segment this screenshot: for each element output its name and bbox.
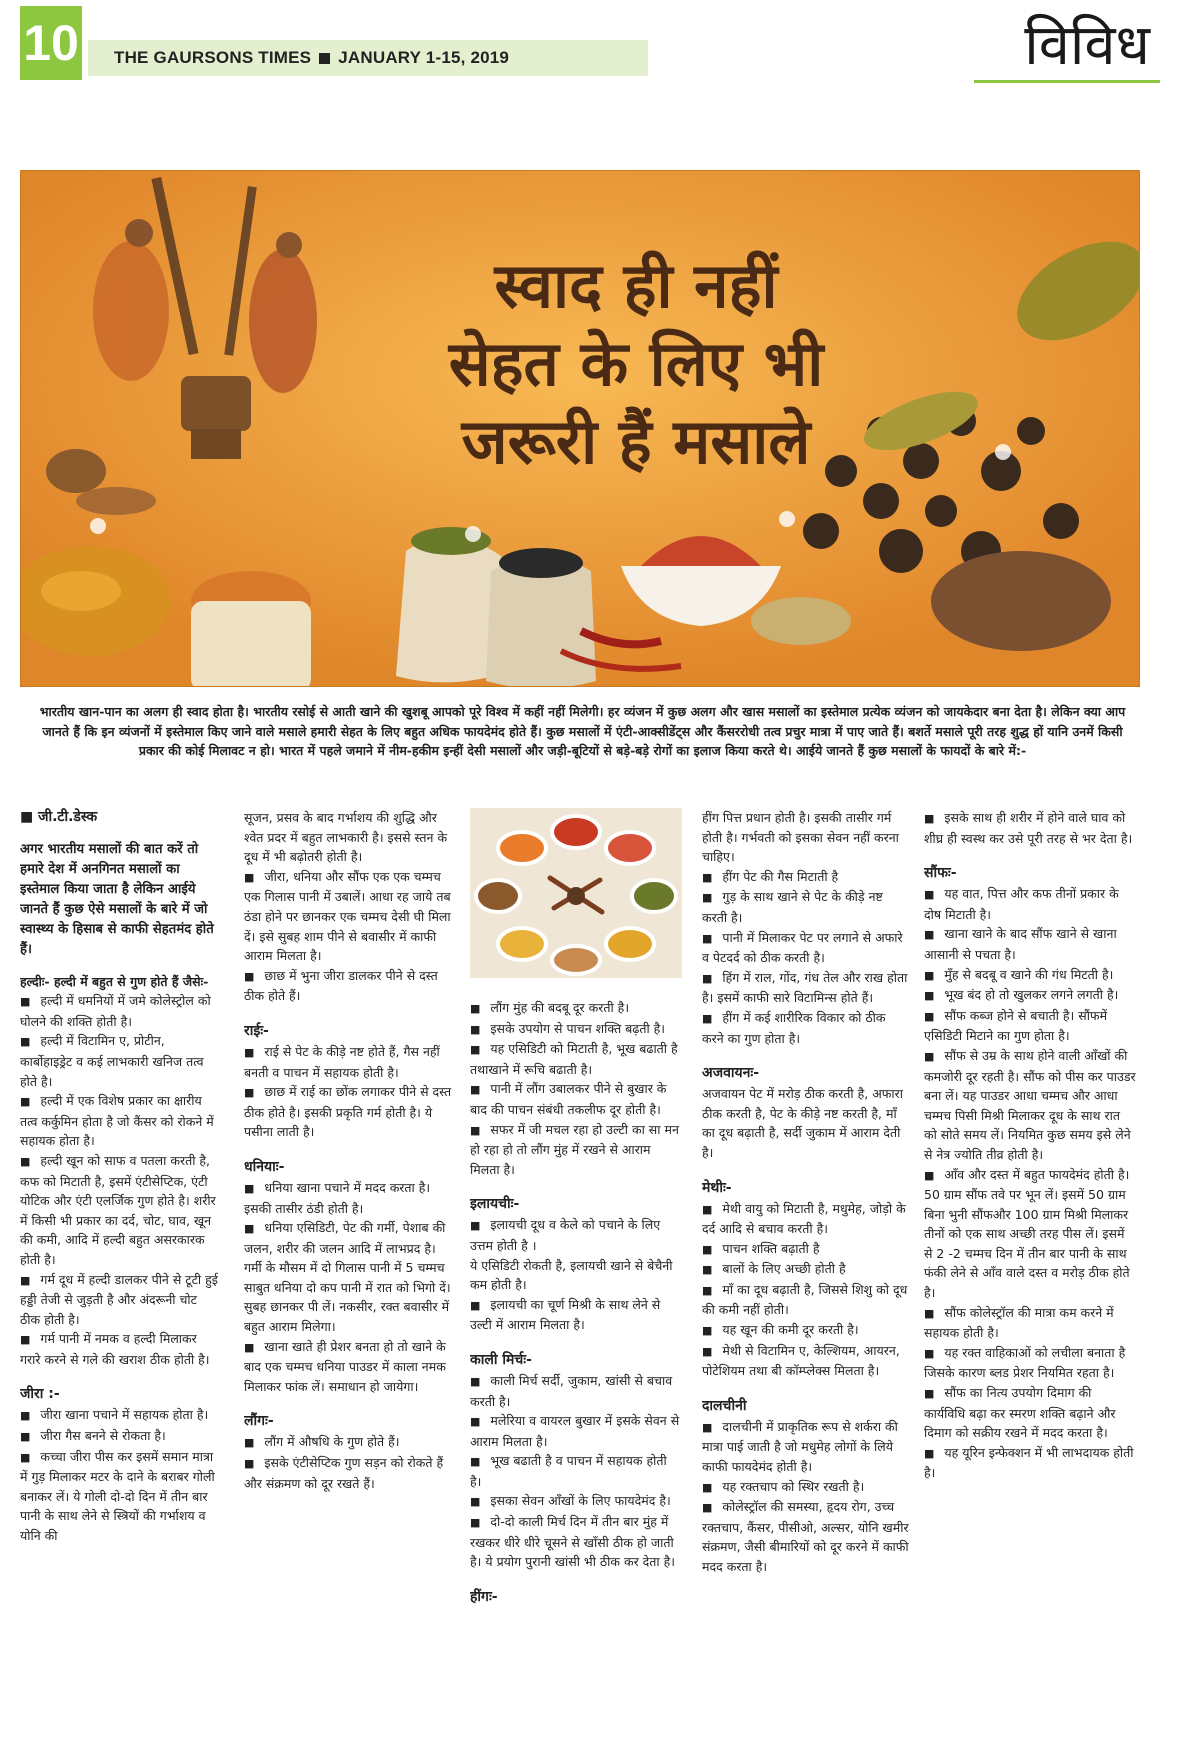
bullet-item: ■ इलायची का चूर्ण मिश्री के साथ लेने से उल्टी में आराम मिलता है।: [470, 1295, 682, 1335]
subheading: इलायचीः-: [470, 1196, 520, 1213]
paragraph: अजवायन पेट में मरोड़ ठीक करती है, अफारा ठीक करती है, पेट के कीड़े नष्ट करती है, माँ का दूध बढ़ाती है, सर्दी जुकाम में आराम देती है।: [702, 1086, 903, 1160]
page-header: [20, 0, 1150, 86]
spice-bowls-photo: [470, 808, 682, 978]
bullet-item: ■ गर्म पानी में नमक व हल्दी मिलाकर गरारे करने से गले की खराश ठीक होती है।: [20, 1329, 220, 1369]
bullet-item: ■ इसके एंटीसेप्टिक गुण सड़न को रोकते हैं और संक्रमण को दूर रखते हैं।: [244, 1453, 452, 1493]
intro-paragraph: भारतीय खान-पान का अलग ही स्वाद होता है। भारतीय रसोई से आती खाने की खुशबू आपको पूरे विश्व में कहीं नहीं मिलेगी। हर व्यंजन में कुछ अलग और खास मसालों का इस्तेमाल प्रत्येक व्यंजन को जायकेदार बना देता है। लेकिन क्या आप जानते हैं कि इन व्यंजनों में इस्तेमाल किए जाने वाले मसाले हमारी सेहत के लिए बहुत अधिक फायदेमंद होते हैं। कुछ मसालों में एंटी-आक्सीडेंट्स और कैंसररोधी तत्व प्रचुर मात्रा में पाए जाते हैं। बशर्ते मसाले पूरी तरह शुद्ध हों यानि उनमें किसी प्रकार की कोई मिलावट न हो। भारत में पहले जमाने में नीम-हकीम इन्हीं देसी मसालों और जड़ी-बूटियों से बड़े-बड़े रोगों का इलाज किया करते थे। आईये जानते हैं कुछ मसालों के फायदों के बारे में:-: [39, 704, 1126, 758]
article-column-3: [470, 998, 682, 1743]
bullet-item: ■ माँ का दूध बढ़ाती है, जिससे शिशु को दूध की कमी नहीं होती।: [702, 1280, 910, 1320]
bullet-item: ■ भूख बढाती है व पाचन में सहायक होती है।: [470, 1451, 682, 1491]
subheading: हींगः-: [470, 1588, 498, 1605]
bullet-item: ■ हिंग में राल, गोंद, गंध तेल और राख होता है। इसमें काफी सारे विटामिन्स होते हैं।: [702, 968, 910, 1008]
bullet-item: ■ जीरा, धनिया और सौंफ एक एक चम्मच एक गिलास पानी में उबालें। आधा रह जाये तब ठंडा होने पर छानकर एक चम्मच देसी घी मिला दें। इसे सुबह शाम पीने से बवासीर में काफी आराम मिलता है।: [244, 867, 452, 966]
bullet-item: ■ यह खून की कमी दूर करती है।: [702, 1320, 910, 1341]
bullet-item: ■ हल्दी में एक विशेष प्रकार का क्षारीय तत्व कर्कुमिन होता है जो कैंसर को रोकने में सहायक होता है।: [20, 1091, 220, 1151]
lead-paragraph: अगर भारतीय मसालों की बात करें तो हमारे देश में अनगिनत मसालों का इस्तेमाल किया जाता है लेकिन आईये जानते हैं कुछ ऐसे मसालों के बारे में जो स्वास्थ्य के हिसाब से काफी सेहतमंद होते हैं।: [20, 841, 214, 957]
hero-title-line: स्वाद ही नहीं: [494, 249, 778, 322]
bullet-item: ■ सफर में जी मचल रहा हो उल्टी का सा मन हो रहा हो तो लौंग मुंह में रखने से आराम मिलता है।: [470, 1120, 682, 1180]
subheading: लौंगः-: [244, 1413, 274, 1430]
bullet-item: ■ पानी में लौंग उबालकर पीने से बुखार के बाद की पाचन संबंधी तकलीफ दूर होती है।: [470, 1079, 682, 1119]
bullet-item: ■ भूख बंद हो तो खुलकर लगने लगती है।: [924, 985, 1136, 1006]
hero-banner: [20, 170, 1140, 687]
bullet-item: ■ लौंग में औषधि के गुण होते हैं।: [244, 1432, 452, 1453]
bullet-item: ■ पानी में मिलाकर पेट पर लगाने से अफारे व पेटदर्द को ठीक करती है।: [702, 928, 910, 968]
subheading: राईः-: [244, 1022, 269, 1039]
bullet-item: ■ सौंफ का नित्य उपयोग दिमाग की कार्यविधि बढ़ा कर स्मरण शक्ति बढ़ाने और दिमाग को सक्रीय रखने में मदद करता है।: [924, 1383, 1136, 1443]
bullet-item: ■ गुड़ के साथ खाने से पेट के कीड़े नष्ट करती है।: [702, 887, 910, 927]
article-column-1: [20, 808, 220, 1743]
subheading: जीरा :-: [20, 1386, 60, 1403]
bullet-item: ■ खाना खाते ही प्रेशर बनता हो तो खाने के बाद एक चम्मच धनिया पाउडर में काला नमक मिलाकर फांक लें। समाधान हो जायेगा।: [244, 1337, 452, 1397]
masthead-title: THE GAURSONS TIMES: [114, 48, 312, 67]
bullet-item: ■ पाचन शक्ति बढ़ाती है: [702, 1239, 910, 1260]
bullet-item: ■ मुँह से बदबू व खाने की गंध मिटती है।: [924, 965, 1136, 986]
issue-date: JANUARY 1-15, 2019: [338, 48, 510, 67]
byline: ■ जी.टी.डेस्क: [20, 809, 98, 825]
bullet-item: ■ मेथी से विटामिन ए, केल्शियम, आयरन, पोटेशियम तथा बी कॉम्प्लेक्स मिलता है।: [702, 1341, 910, 1381]
spice-bowls-illustration: [470, 808, 682, 978]
bullet-item: ■ मेथी वायु को मिटाती है, मधुमेह, जोड़ो के दर्द आदि से बचाव करती है।: [702, 1199, 910, 1239]
subheading: दालचीनी: [702, 1397, 747, 1414]
section-underline: [974, 80, 1160, 83]
bullet-item: ■ मलेरिया व वायरल बुखार में इसके सेवन से आराम मिलता है।: [470, 1411, 682, 1451]
bullet-item: ■ गर्म दूध में हल्दी डालकर पीने से टूटी हुई हड्डी तेजी से जुड़ती है और अंदरूनी चोट ठीक होती है।: [20, 1270, 220, 1330]
bullet-item: ■ सौंफ कोलेस्ट्रॉल की मात्रा कम करने में सहायक होती है।: [924, 1303, 1136, 1343]
subheading: मेथीः-: [702, 1179, 732, 1196]
bullet-item: ■ कोलेस्ट्रॉल की समस्या, हृदय रोग, उच्च रक्तचाप, कैंसर, पीसीओ, अल्सर, योनि खमीर संक्रमण, जैसी बीमारियों को दूर करने में काफी मदद करता है।: [702, 1497, 910, 1576]
bullet-item: ■ यह एसिडिटी को मिटाती है, भूख बढाती है तथाखाने में रूचि बढाती है।: [470, 1039, 682, 1079]
bullet-item: ■ यह वात, पित्त और कफ तीनों प्रकार के दोष मिटाती है।: [924, 884, 1136, 924]
bullet-item: ■ सौंफ से उम्र के साथ होने वाली आँखों की कमजोरी दूर रहती है। सौंफ को पीस कर पाउडर बना लें। यह पाउडर आधा चम्मच और आधा चम्मच पिसी मिश्री मिलाकर दूध के साथ रात को सोते समय लें। नियमित कुछ समय इसे लेने से नेत्र ज्योति तीव्र होती है।: [924, 1046, 1136, 1165]
paragraph: हल्दीः- हल्दी में बहुत से गुण होते हैं जैसेः-: [20, 973, 209, 989]
bullet-item: ■ बालों के लिए अच्छी होती है: [702, 1259, 910, 1280]
paragraph: हींग पित्त प्रधान होती है। इसकी तासीर गर्म होती है। गर्भवती को इसका सेवन नहीं करना चाहिए।: [702, 810, 899, 865]
separator-square-icon: [319, 53, 330, 64]
bullet-item: ■ धनिया खाना पचाने में मदद करता है। इसकी तासीर ठंडी होती है।: [244, 1178, 452, 1218]
bullet-item: ■ यह रक्तचाप को स्थिर रखती है।: [702, 1477, 910, 1498]
bullet-item: ■ आँव और दस्त में बहुत फायदेमंद होती है। 50 ग्राम सौंफ तवे पर भून लें। इसमें 50 ग्राम बिना भुनी सौंफऔर 100 ग्राम मिश्री मिलाकर तीनों को एक साथ अच्छी तरह पीस लें। इसमें से 2 -2 चम्मच दिन में तीन बार पानी के साथ फंकी लेने से आँव वाले दस्त व मरोड़ ठीक होते है।: [924, 1165, 1136, 1303]
hero-title: [376, 247, 896, 481]
page-number: 10: [20, 6, 82, 80]
section-title: विविध: [1024, 13, 1150, 78]
bullet-item: ■ छाछ में राई का छोंक लगाकर पीने से दस्त ठीक होते है। इसकी प्रकृति गर्म होती है। ये पसीना लाती है।: [244, 1082, 452, 1142]
subheading: धनियाः-: [244, 1158, 285, 1175]
paragraph: सूजन, प्रसव के बाद गर्भाशय की शुद्धि और श्वेत प्रदर में बहुत लाभकारी है। इससे स्तन के दूध में भी बढ़ोतरी होती है।: [244, 810, 448, 865]
bullet-item: ■ खाना खाने के बाद सौंफ खाने से खाना आसानी से पचता है।: [924, 924, 1136, 964]
bullet-item: ■ लौंग मुंह की बदबू दूर करती है।: [470, 998, 682, 1019]
bullet-item: ■ इसके उपयोग से पाचन शक्ति बढ़ती है।: [470, 1019, 682, 1040]
bullet-item: ■ हल्दी में विटामिन ए, प्रोटीन, कार्बोहाइड्रेट व कई लाभकारी खनिज तत्व होते है।: [20, 1031, 220, 1091]
masthead-bar: [88, 40, 648, 76]
subheading: सौंफः-: [924, 865, 957, 882]
article-column-2: [244, 808, 452, 1743]
bullet-item: ■ सौंफ कब्ज होने से बचाती है। सौंफमें एसिडिटी मिटाने का गुण होता है।: [924, 1006, 1136, 1046]
subheading: काली मिर्चः-: [470, 1351, 532, 1368]
bullet-item: ■ हल्दी खून को साफ व पतला करती है, कफ को मिटाती है, इसमें एंटीसेप्टिक, एंटी योटिक और एंटी एलर्जिक गुण होते है। शरीर में किसी भी प्रकार का दर्द, चोट, घाव, खून की कमी, आदि में हल्दी बहुत असरकारक होती है।: [20, 1151, 220, 1270]
bullet-item: ■ जीरा गैस बनने से रोकता है।: [20, 1426, 220, 1447]
bullet-item: ■ हींग पेट की गैस मिटाती है: [702, 867, 910, 888]
subheading: अजवायनः-: [702, 1065, 760, 1082]
bullet-item: ■ हींग में कई शारीरिक विकार को ठीक करने का गुण होता है।: [702, 1008, 910, 1048]
bullet-item: ■ धनिया एसिडिटी, पेट की गर्मी, पेशाब की जलन, शरीर की जलन आदि में लाभप्रद है। गर्मी के मौसम में दो गिलास पानी में 5 चम्मच साबुत धनिया दो कप पानी में रात को भिगो दें। सुबह छानकर पी लें। नकसीर, रक्त बवासीर में बहुत आराम मिलेगा।: [244, 1218, 452, 1337]
bullet-item: ■ यह रक्त वाहिकाओं को लचीला बनाता है जिसके कारण ब्लड प्रेशर नियमित रहता है।: [924, 1343, 1136, 1383]
bullet-item: ■ इलायची दूध व केले को पचाने के लिए उत्तम होती है ।: [470, 1215, 682, 1255]
bullet-item: ■ इसका सेवन आँखों के लिए फायदेमंद है।: [470, 1491, 682, 1512]
bullet-item: ■ छाछ में भुना जीरा डालकर पीने से दस्त ठीक होते हैं।: [244, 966, 452, 1006]
bullet-item: ■ जीरा खाना पचाने में सहायक होता है।: [20, 1405, 220, 1426]
hero-title-line: जरूरी हैं मसाले: [461, 405, 811, 478]
bullet-item: ■ दालचीनी में प्राकृतिक रूप से शर्करा की मात्रा पाई जाती है जो मधुमेह लोगों के लिये काफी फायदेमंद होती है।: [702, 1417, 910, 1477]
bullet-item: ■ दो-दो काली मिर्च दिन में तीन बार मुंह में रखकर धीरे धीरे चूसने से खाँसी ठीक हो जाती है। ये प्रयोग पुरानी खांसी भी ठीक कर देता है।: [470, 1512, 682, 1572]
bullet-item: ■ राई से पेट के कीड़े नष्ट होते हैं, गैस नहीं बनती व पाचन में सहायक होती है।: [244, 1042, 452, 1082]
bullet-item: ■ यह यूरिन इन्फेक्शन में भी लाभदायक होती है।: [924, 1443, 1136, 1483]
paragraph: ये एसिडिटी रोकती है, इलायची खाने से बेचैनी कम होती है।: [470, 1257, 673, 1293]
bullet-item: ■ कच्चा जीरा पीस कर इसमें समान मात्रा में गुड़ मिलाकर मटर के दाने के बराबर गोली बनाकर लें। ये गोली दो-दो दिन में तीन बार पानी के साथ लेने से स्त्रियों की गर्भाशय व योनि की: [20, 1447, 220, 1546]
bullet-item: ■ इसके साथ ही शरीर में होने वाले घाव को शीघ्र ही स्वस्थ कर उसे पूरी तरह से भर देता है।: [924, 808, 1136, 848]
bullet-item: ■ हल्दी में धमनियों में जमे कोलेस्ट्रोल को घोलने की शक्ति होती है।: [20, 991, 220, 1031]
article-column-5: [924, 808, 1136, 1743]
article-column-4: [702, 808, 910, 1743]
bullet-item: ■ काली मिर्च सर्दी, जुकाम, खांसी से बचाव करती है।: [470, 1371, 682, 1411]
hero-title-line: सेहत के लिए भी: [448, 327, 824, 400]
